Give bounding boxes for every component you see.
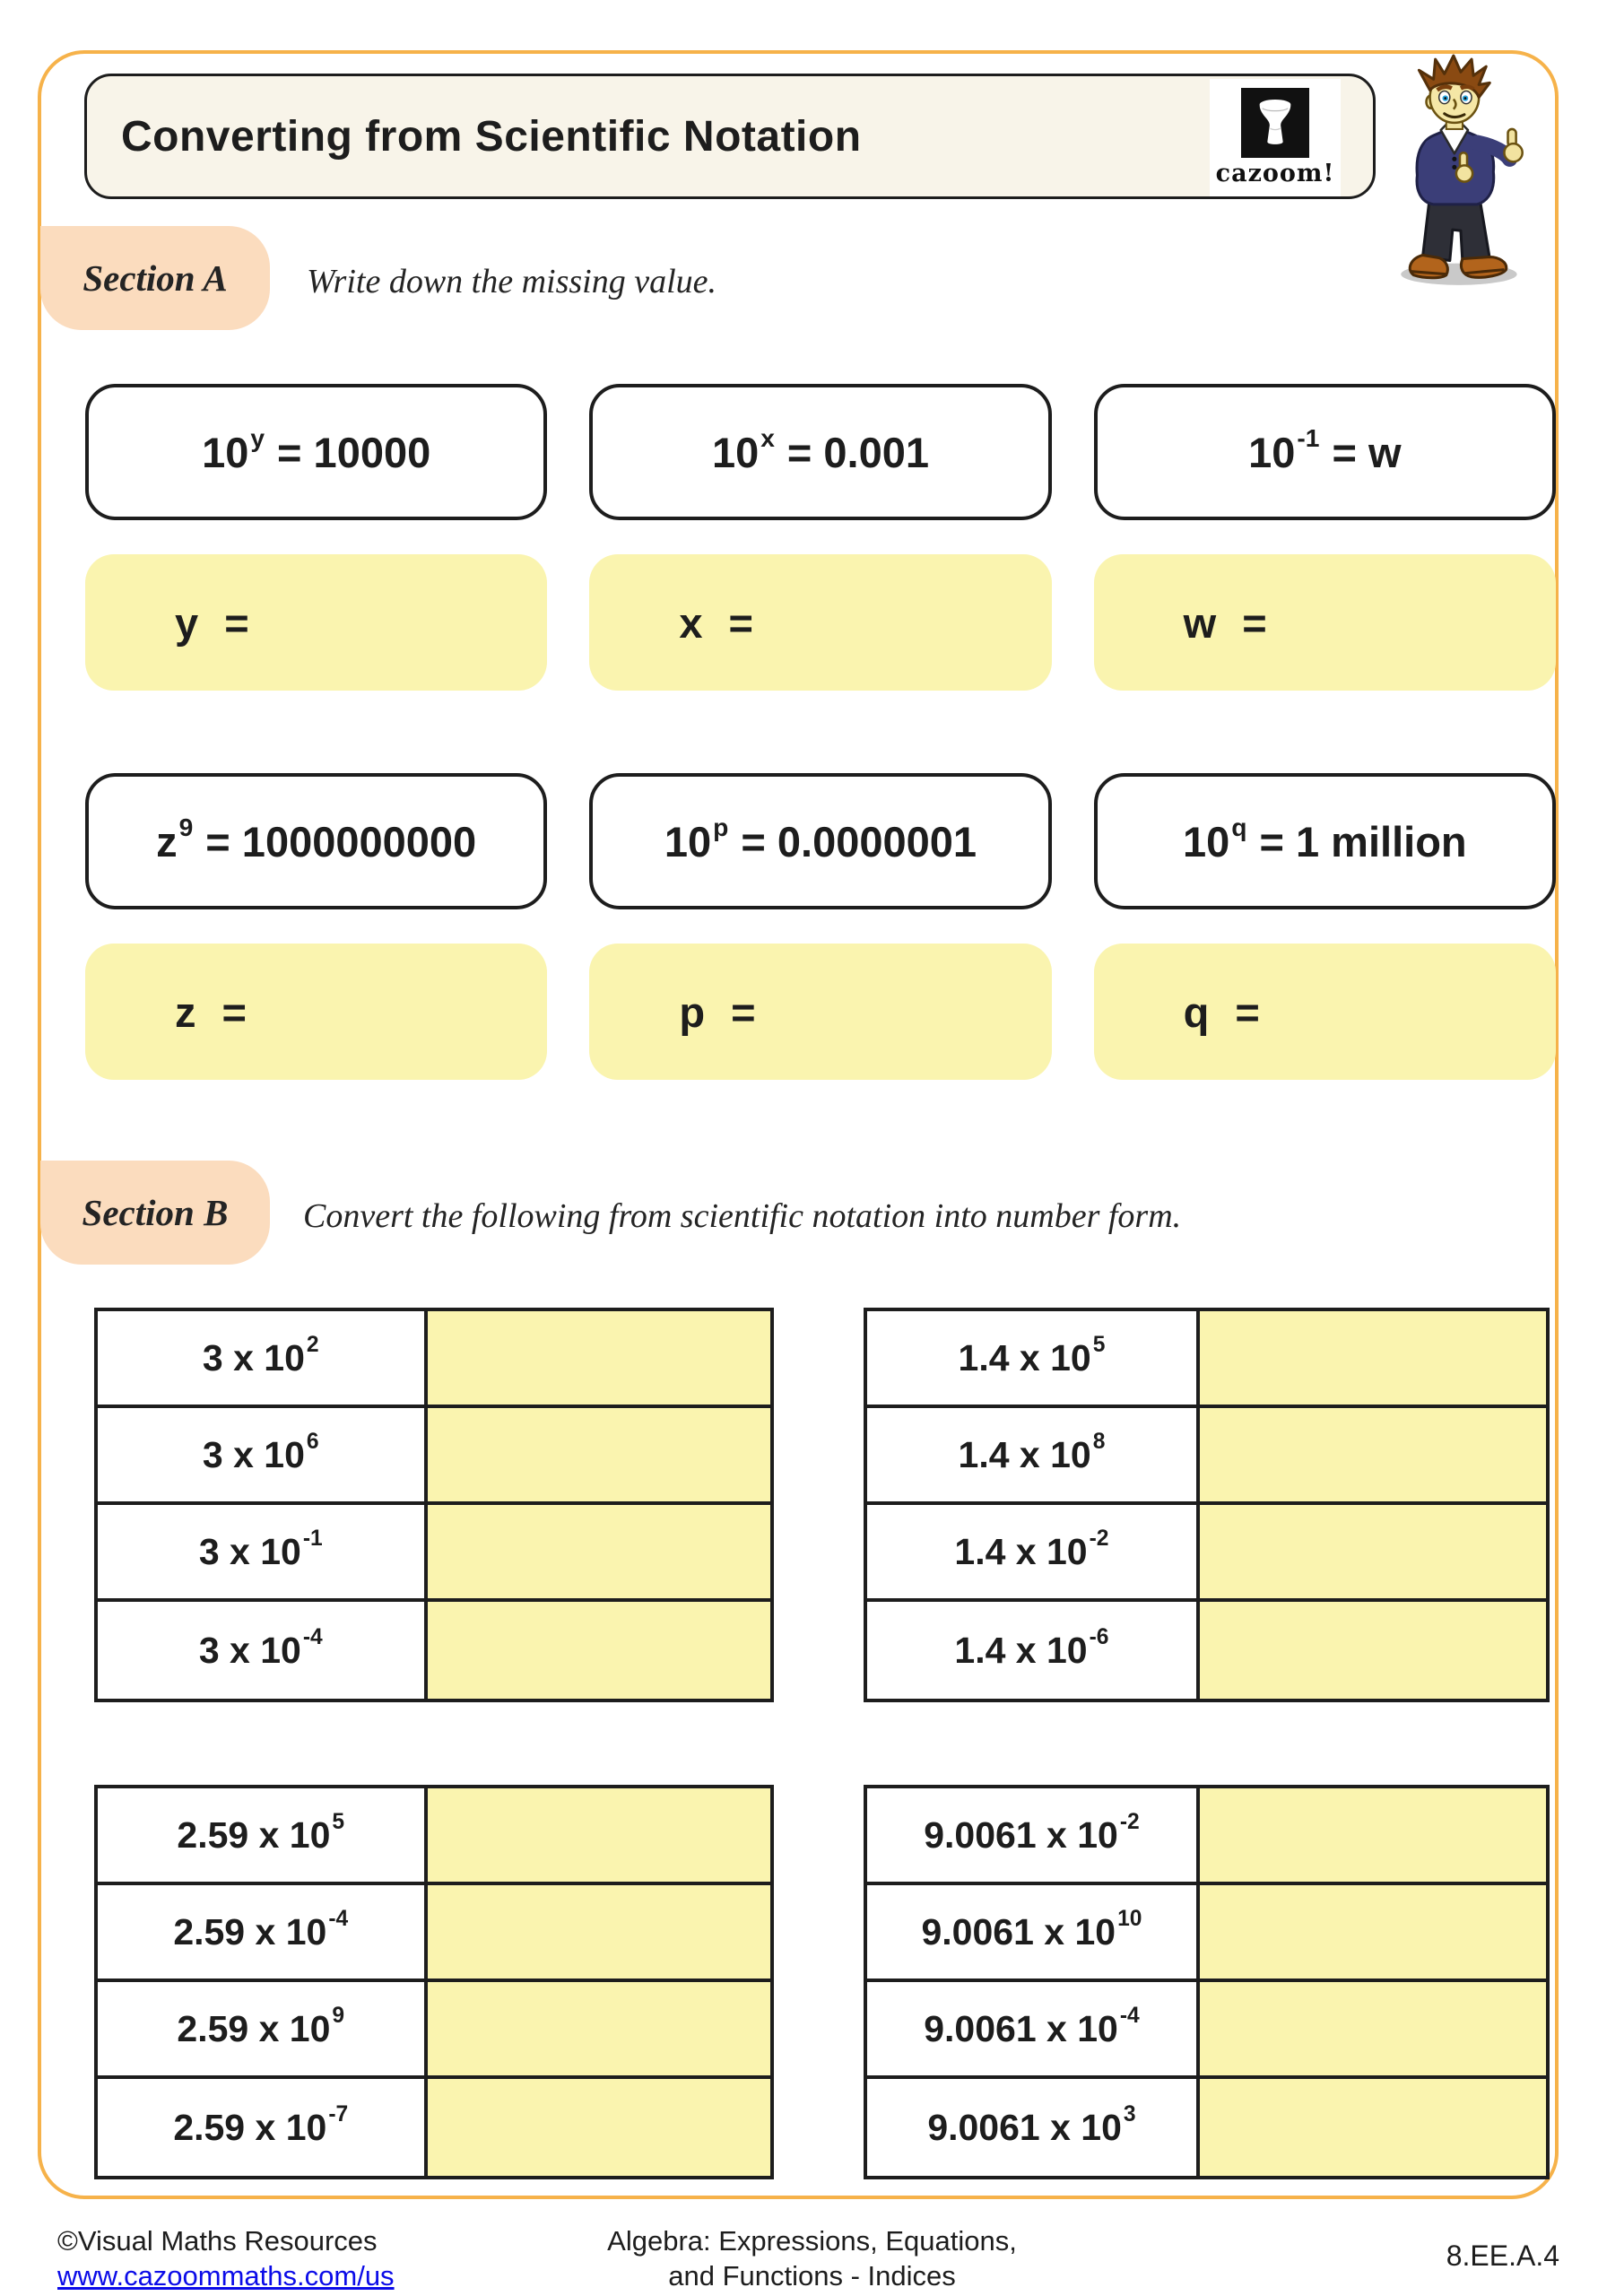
equation-base: 10 [1182,817,1230,865]
equation-exponent: p [713,813,729,841]
answer-cell[interactable] [1200,1602,1546,1699]
equation-rhs: = 1000000000 [205,817,477,865]
expression-exponent: -2 [1119,1810,1140,1835]
expression-cell [98,1885,428,1979]
equation-exponent: q [1231,813,1247,841]
answer-label: p = [679,987,756,1036]
expression-cell [98,1408,428,1501]
copyright-text: ©Visual Maths Resources [57,2225,378,2257]
cazoom-website-link[interactable]: www.cazoommaths.com/us [57,2259,395,2292]
expression-cell [98,2079,428,2176]
answer-box[interactable] [1094,944,1556,1080]
answer-box[interactable] [85,944,547,1080]
answer-cell[interactable] [1200,2079,1546,2176]
expression-factor: 9.0061 x 10 [927,2106,1122,2148]
table-row [867,1505,1546,1602]
problem-card [85,773,547,909]
equation-rhs: = 1 million [1259,817,1467,865]
table-row [867,1885,1546,1982]
expression-factor: 1.4 x 10 [954,1530,1088,1572]
expression-exponent: -7 [328,2102,349,2127]
answer-cell[interactable] [1200,1885,1546,1979]
problem-card [589,773,1051,909]
answer-box[interactable] [589,554,1051,691]
expression-factor: 9.0061 x 10 [924,2007,1118,2049]
expression-cell [867,1311,1200,1405]
equation-base: 10 [1248,428,1296,476]
expression-factor: 3 x 10 [202,1336,305,1378]
table-row [98,1885,770,1982]
expression-exponent: 5 [1092,1333,1106,1358]
section-b-label: Section B [82,1192,229,1233]
table-row [98,1408,770,1505]
expression-cell [98,1982,428,2075]
equation-rhs: = 0.001 [786,428,930,476]
answer-cell[interactable] [1200,1505,1546,1598]
mascot-boy-illustration [1383,52,1546,289]
answer-label: z = [175,987,248,1036]
question-row-1 [85,384,1556,520]
section-a-instruction: Write down the missing value. [307,263,717,300]
expression-cell [867,1505,1200,1598]
equation-rhs: = 0.0000001 [741,817,977,865]
table-row [867,2079,1546,2176]
expression-factor: 2.59 x 10 [173,2106,327,2148]
expression-exponent: 3 [1123,2102,1136,2127]
equation-base: 10 [664,817,712,865]
section-a-label: Section A [83,257,228,299]
expression-factor: 3 x 10 [198,1530,301,1572]
table-row [98,1982,770,2079]
answer-box[interactable] [1094,554,1556,691]
expression-exponent: -6 [1089,1625,1109,1650]
footer-topic [607,2224,1017,2294]
answer-label: q = [1183,987,1260,1036]
answer-label: y = [175,598,249,647]
answer-cell[interactable] [428,1788,771,1882]
expression-exponent: 2 [306,1333,319,1358]
problem-card [1094,384,1556,520]
worksheet-title-box [84,74,1376,199]
table-row [98,1602,770,1699]
equation-rhs: = w [1332,428,1402,476]
expression-cell [98,1788,428,1882]
expression-exponent: 5 [332,1810,345,1835]
question-row-2 [85,773,1556,909]
answer-cell[interactable] [428,1602,771,1699]
equation-exponent: -1 [1297,423,1320,452]
expression-exponent: 10 [1117,1907,1142,1932]
expression-factor: 2.59 x 10 [177,2007,331,2049]
answer-box[interactable] [589,944,1051,1080]
expression-exponent: -4 [328,1907,349,1932]
cazoom-logo [1210,79,1341,196]
answer-cell[interactable] [428,1505,771,1598]
table-row [867,1408,1546,1505]
table-row [867,1602,1546,1699]
conversion-table-4 [864,1785,1550,2179]
equation-base: 10 [711,428,760,476]
expression-cell [867,1408,1200,1501]
page-title: Converting from Scientific Notation [121,112,862,161]
equation-base: 10 [202,428,249,476]
expression-cell [867,1885,1200,1979]
table-row [98,1311,770,1408]
equation-exponent: 9 [178,813,194,841]
cazoom-drum-icon [1241,88,1309,158]
expression-factor: 1.4 x 10 [954,1629,1088,1671]
problem-card [589,384,1051,520]
equation-rhs: = 10000 [277,428,431,476]
answer-cell[interactable] [428,2079,771,2176]
expression-factor: 2.59 x 10 [173,1910,327,1952]
answer-cell[interactable] [1200,1311,1546,1405]
answer-cell[interactable] [1200,1982,1546,2075]
expression-cell [867,1982,1200,2075]
answer-cell[interactable] [428,1408,771,1501]
table-row [98,1788,770,1885]
expression-factor: 9.0061 x 10 [924,1813,1118,1856]
expression-factor: 3 x 10 [198,1629,301,1671]
equation-exponent: x [760,423,775,452]
answer-cell[interactable] [1200,1788,1546,1882]
answer-box[interactable] [85,554,547,691]
answer-row-1 [85,554,1556,691]
expression-exponent: -1 [302,1526,323,1552]
equation-base: z [156,817,178,865]
conversion-table-1 [94,1308,774,1702]
expression-factor: 9.0061 x 10 [921,1910,1116,1952]
expression-cell [98,1602,428,1699]
expression-cell [867,1602,1200,1699]
table-row [867,1788,1546,1885]
problem-card [1094,773,1556,909]
expression-factor: 1.4 x 10 [958,1433,1091,1475]
table-row [867,1311,1546,1408]
expression-exponent: 9 [332,2004,345,2029]
expression-factor: 2.59 x 10 [177,1813,331,1856]
table-row [98,2079,770,2176]
expression-factor: 3 x 10 [202,1433,305,1475]
expression-exponent: 6 [306,1430,319,1455]
answer-row-2 [85,944,1556,1080]
conversion-table-2 [864,1308,1550,1702]
expression-exponent: -4 [1119,2004,1140,2029]
expression-cell [867,2079,1200,2176]
expression-cell [98,1311,428,1405]
section-a-pill [40,226,270,330]
table-row [98,1505,770,1602]
answer-label: x = [679,598,753,647]
standard-code: 8.EE.A.4 [1446,2239,1559,2272]
topic-line-2: and Functions - Indices [668,2259,956,2292]
expression-exponent: -2 [1089,1526,1109,1552]
answer-label: w = [1183,598,1267,647]
conversion-table-3 [94,1785,774,2179]
answer-cell[interactable] [1200,1408,1546,1501]
expression-exponent: -4 [302,1625,323,1650]
expression-cell [98,1505,428,1598]
table-row [867,1982,1546,2079]
expression-factor: 1.4 x 10 [958,1336,1091,1378]
answer-cell[interactable] [428,1982,771,2075]
footer-attribution [57,2224,395,2294]
section-b-pill [40,1161,270,1265]
topic-line-1: Algebra: Expressions, Equations, [607,2225,1017,2257]
cazoom-logo-word: cazoom! [1215,160,1335,187]
expression-cell [867,1788,1200,1882]
expression-exponent: 8 [1092,1430,1106,1455]
equation-exponent: y [250,423,265,452]
answer-cell[interactable] [428,1311,771,1405]
section-b-instruction: Convert the following from scientific notation into number form. [303,1197,1182,1235]
answer-cell[interactable] [428,1885,771,1979]
problem-card [85,384,547,520]
